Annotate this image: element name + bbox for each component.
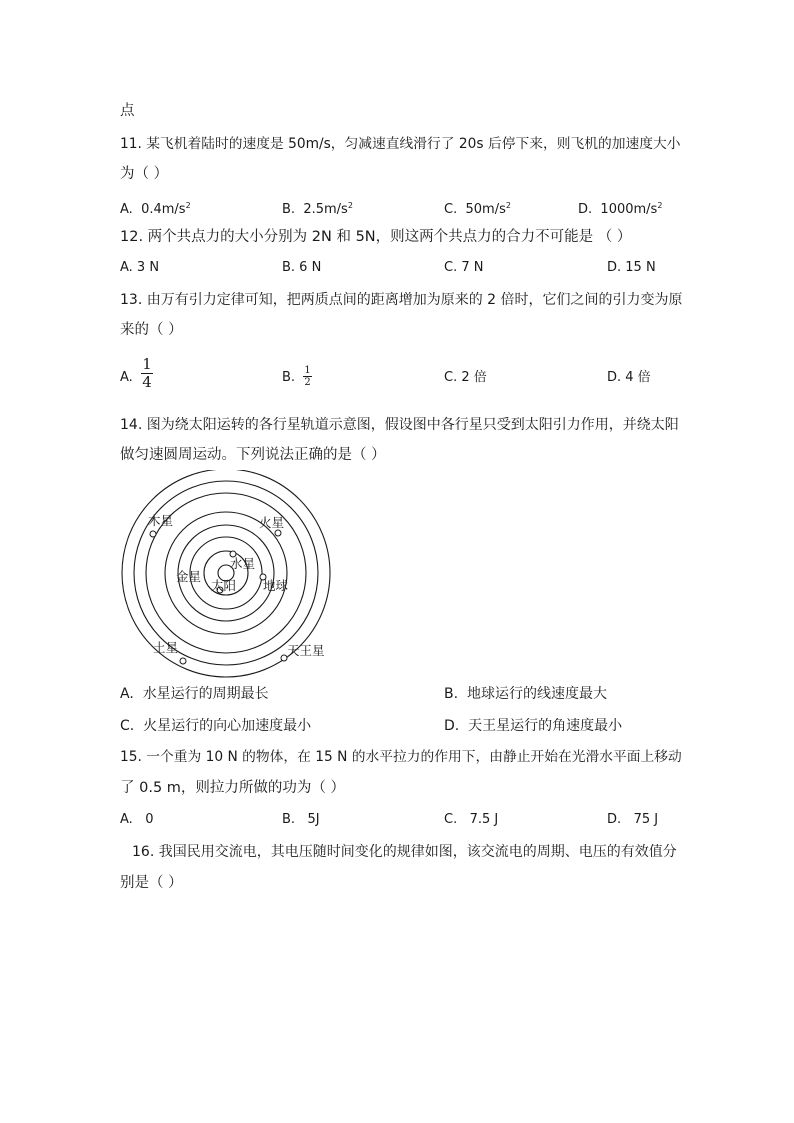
venus-label: 金星 — [176, 569, 202, 584]
fraction-numerator: 1 — [142, 355, 152, 373]
question-14-option-a: A. 水星运行的周期最长 — [120, 686, 269, 702]
question-14-option-c: C. 火星运行的向心加速度最小 — [120, 718, 312, 734]
question-11-option-d: D. $1000m/s^2$ — [578, 201, 663, 217]
mercury-label: 水星 — [230, 556, 256, 571]
question-13-text-line2: 来的（ ） — [120, 322, 183, 338]
question-15-text-line2: 了 0.5 m，则拉力所做的功为（ ） — [120, 780, 346, 796]
question-12-text: 12. 两个共点力的大小分别为 2N 和 5N，则这两个共点力的合力不可能是 （ ） — [120, 229, 632, 245]
question-12-option-d: D. 15 N — [607, 260, 656, 275]
jupiter-dot — [150, 531, 156, 537]
question-14-option-b: B. 地球运行的线速度最大 — [444, 686, 607, 702]
fraction-numerator: 1 — [304, 365, 311, 376]
jupiter-label: 木星 — [148, 513, 174, 528]
question-11-option-a: A. $0.4m/s^2$ — [120, 201, 191, 217]
question-13-option-b-letter: B. — [282, 370, 296, 385]
orbit-saturn — [134, 481, 318, 665]
question-15-option-d: D. 75 J — [607, 812, 659, 827]
uranus-label: 天王星 — [287, 643, 325, 658]
question-15-option-c: C. 7.5 J — [444, 812, 499, 827]
question-11-option-c: C. $50m/s^2$ — [444, 201, 511, 217]
fraction-denominator: 4 — [142, 373, 152, 391]
saturn-label: 土星 — [153, 640, 179, 655]
question-13-text-line1: 13. 由万有引力定律可知，把两质点间的距离增加为原来的 2 倍时，它们之间的引力变为原 — [120, 292, 683, 308]
question-16-text-line1: 16. 我国民用交流电，其电压随时间变化的规律如图，该交流电的周期、电压的有效值分 — [132, 844, 677, 860]
planet-orbit-diagram — [118, 470, 338, 680]
question-13-option-a-letter: A. — [120, 370, 133, 385]
saturn-dot — [180, 658, 186, 664]
earth-label: 地球 — [263, 578, 289, 593]
question-14-text-line1: 14. 图为绕太阳运转的各行星轨道示意图，假设图中各行星只受到太阳引力作用，并绕太阳 — [120, 417, 679, 433]
question-16-text-line2: 别是（ ） — [120, 875, 183, 891]
question-13-option-c: C. 2 倍 — [444, 370, 487, 385]
question-15-option-b: B. 5J — [282, 812, 320, 827]
sun-label: 太阳 — [211, 578, 237, 593]
question-13-option-b-fraction — [303, 365, 312, 388]
question-14-option-d: D. 天王星运行的角速度最小 — [444, 718, 623, 734]
mars-dot — [275, 530, 281, 536]
question-12-option-a: A. 3 N — [120, 260, 160, 275]
continued-text: 点 — [120, 103, 135, 119]
question-11-text-line2: 为（ ） — [120, 166, 169, 182]
question-13-option-a-fraction — [141, 356, 153, 391]
question-13-option-d: D. 4 倍 — [607, 370, 651, 385]
question-11-text-line1: 11. 某飞机着陆时的速度是 50m/s，匀减速直线滑行了 20s 后停下来，则飞机的加速度大小 — [120, 136, 681, 152]
question-15-text-line1: 15. 一个重为 10 N 的物体，在 15 N 的水平拉力的作用下，由静止开始在光滑水平面上移动 — [120, 749, 682, 765]
question-12-option-c: C. 7 N — [444, 260, 484, 275]
mars-label: 火星 — [259, 515, 285, 530]
question-15-option-a: A. 0 — [120, 812, 154, 827]
question-11-option-b: B. $2.5m/s^2$ — [282, 201, 353, 217]
question-14-text-line2: 做匀速圆周运动。下列说法正确的是（ ） — [120, 447, 386, 463]
fraction-denominator: 2 — [304, 377, 311, 388]
question-12-option-b: B. 6 N — [282, 260, 322, 275]
